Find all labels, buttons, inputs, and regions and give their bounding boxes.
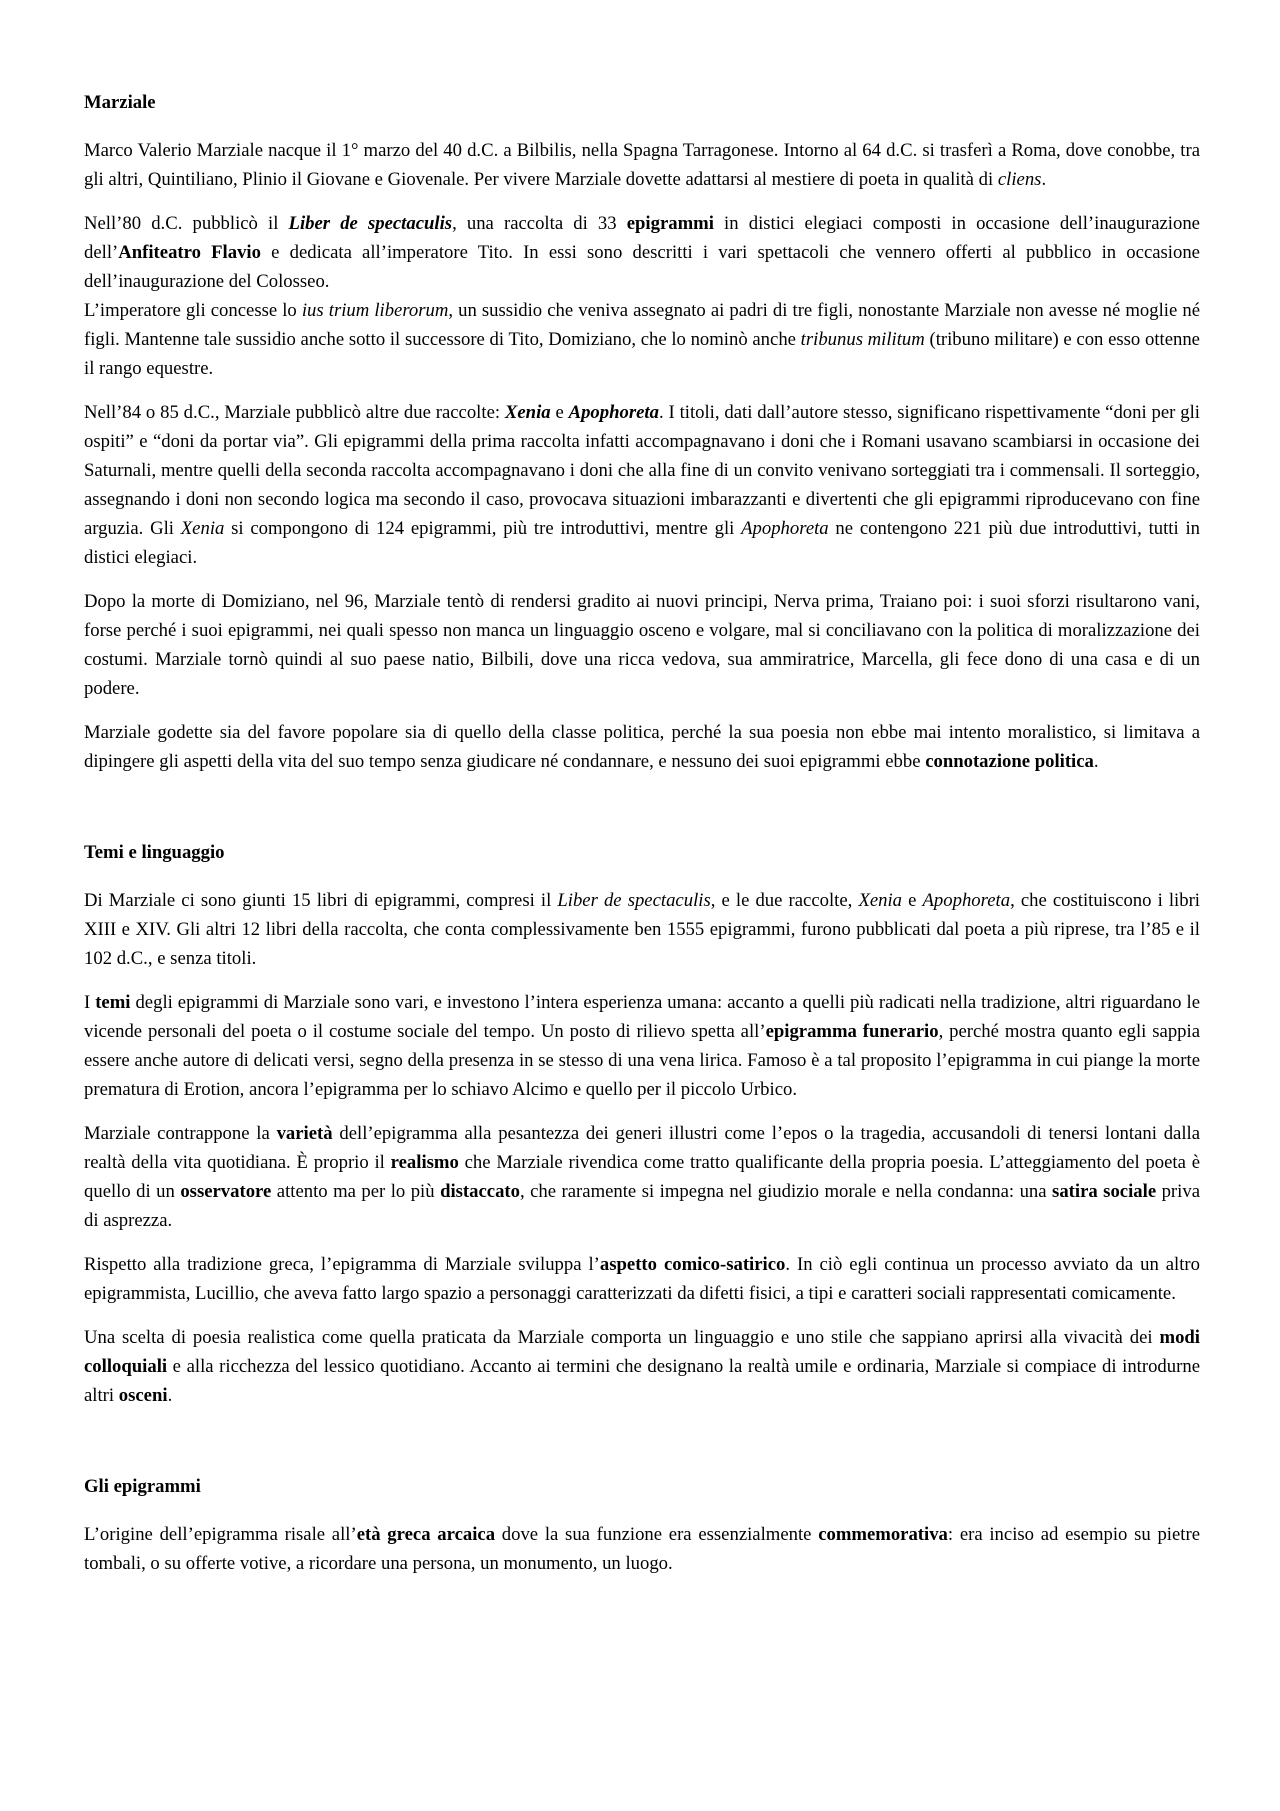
bold-text: modi colloquiali [84, 1327, 1200, 1377]
text-run: Di Marziale ci sono giunti 15 libri di epigrammi, compresi il [84, 890, 558, 911]
text-run: ne contengono 221 più due introduttivi, tutti in distici elegiaci. [84, 518, 1200, 568]
text-run: Dopo la morte di Domiziano, nel 96, Marziale tentò di rendersi gradito ai nuovi principi, Nerva prima, Traiano poi: i suoi sforzi risultarono vani, forse perché i suoi epigrammi, nei quali spesso non manca un linguaggio osceno e volgare, mal si conciliavano con la politica di moralizzazione dei costumi. Marziale tornò quindi al suo paese natio, Bilbili, dove una ricca vedova, sua ammiratrice, Marcella, gli fece dono di una casa e di un podere. [84, 591, 1200, 699]
text-run: L’imperatore gli concesse lo [84, 300, 302, 321]
bold-text: distaccato [440, 1181, 520, 1202]
text-run: . In ciò egli continua un processo avviato da un altro epigrammista, Lucillio, che aveva fatto largo spazio a personaggi caratterizzati da difetti fisici, a tipi e caratteri sociali rappresentati comicamente. [84, 1254, 1200, 1304]
text-run: Nell’80 d.C. pubblicò il [84, 213, 289, 234]
paragraph [84, 398, 1200, 572]
paragraph [84, 988, 1200, 1104]
bold-italic-text: Liber de spectaculis [288, 213, 453, 234]
italic-text: Xenia [858, 890, 903, 911]
emphasis [505, 402, 551, 423]
bold-text: aspetto comico-satirico [599, 1254, 786, 1275]
bold-text: Anfiteatro Flavio [118, 242, 261, 263]
bold-italic-text: Apophoreta [568, 402, 659, 423]
text-run: che Marziale rivendica come tratto qualificante della propria poesia. L’atteggiamento del poeta è quello di un [84, 1152, 1200, 1202]
bold-text: varietà [276, 1123, 333, 1144]
text-run: , che raramente si impegna nel giudizio morale e nella condanna: una [520, 1181, 1053, 1202]
paragraph [84, 1250, 1200, 1308]
italic-text: cliens [997, 169, 1042, 190]
bold-text: satira sociale [1052, 1181, 1157, 1202]
italic-text: Xenia [180, 518, 225, 539]
bold-text: temi [95, 992, 131, 1013]
text-run: , perché mostra quanto egli sappia essere anche autore di delicati versi, segno della presenza in se stesso di una vena lirica. Famoso è a tal proposito l’epigramma in cui piange la morte prematura di Erotion, ancora l’epigramma per lo schiavo Alcimo e quello per il piccolo Urbico. [84, 1021, 1200, 1100]
bold-text: osservatore [180, 1181, 272, 1202]
bold-text: epigrammi [626, 213, 714, 234]
text-run: dove la sua funzione era essenzialmente [495, 1524, 819, 1545]
text-run: e [902, 890, 923, 911]
text-run: : era inciso ad esempio su pietre tombali, o su offerte votive, a ricordare una persona, un monumento, un luogo. [84, 1524, 1200, 1574]
text-run: , un sussidio che veniva assegnato ai padri di tre figli, nonostante Marziale non avesse né moglie né figli. Mantenne tale sussidio anche sotto il successore di Tito, Domiziano, che lo nominò anche [84, 300, 1200, 350]
bold-text: età greca arcaica [356, 1524, 496, 1545]
text-run: Marziale contrappone la [84, 1123, 277, 1144]
italic-text: Liber de spectaculis [557, 890, 711, 911]
text-run: e [550, 402, 569, 423]
paragraph [84, 209, 1200, 383]
section-heading: Temi e linguaggio [84, 842, 225, 863]
text-run: Nell’84 o 85 d.C., Marziale pubblicò altre due raccolte: [84, 402, 505, 423]
paragraph [84, 136, 1200, 194]
section-heading: Marziale [84, 92, 156, 113]
text-run: . [1093, 751, 1099, 772]
bold-text: osceni [118, 1385, 168, 1406]
text-run: attento ma per lo più [271, 1181, 441, 1202]
emphasis [289, 213, 453, 234]
text-run: . [167, 1385, 173, 1406]
paragraph [84, 587, 1200, 703]
text-run: I [84, 992, 96, 1013]
paragraph [84, 1119, 1200, 1235]
document-page [84, 88, 1200, 1593]
text-run: (tribuno militare) e con esso ottenne il rango equestre. [84, 329, 1200, 379]
bold-text: realismo [390, 1152, 459, 1173]
text-run: , che costituiscono i libri XIII e XIV. Gli altri 12 libri della raccolta, che conta complessivamente ben 1555 epigrammi, furono pubblicati dal poeta a più riprese, tra l’85 e il 102 d.C., e senza titoli. [84, 890, 1200, 969]
text-run: Una scelta di poesia realistica come quella praticata da Marziale comporta un linguaggio e uno stile che sappiano aprirsi alla vivacità dei [84, 1327, 1160, 1348]
text-run: degli epigrammi di Marziale sono vari, e investono l’intera esperienza umana: accanto a quelli più radicati nella tradizione, altri riguardano le vicende personali del poeta o il costume sociale del tempo. Un posto di rilievo spetta all’ [84, 992, 1200, 1042]
text-run: Marco Valerio Marziale nacque il 1° marzo del 40 d.C. a Bilbilis, nella Spagna Tarragonese. Intorno al 64 d.C. si trasferì a Roma, dove conobbe, tra gli altri, Quintiliano, Plinio il Giovane e Giovenale. Per vivere Marziale dovette adattarsi al mestiere di poeta in qualità di [84, 140, 1200, 190]
text-run: Marziale godette sia del favore popolare sia di quello della classe politica, perché la sua poesia non ebbe mai intento moralistico, si limitava a dipingere gli aspetti della vita del suo tempo senza giudicare né condannare, e nessuno dei suoi epigrammi ebbe [84, 722, 1200, 772]
bold-text: commemorativa [818, 1524, 948, 1545]
paragraph [84, 1520, 1200, 1578]
paragraph [84, 886, 1200, 973]
text-run: . [1041, 169, 1047, 190]
text-run: si compongono di 124 epigrammi, più tre introduttivi, mentre gli [224, 518, 742, 539]
text-run: e alla ricchezza del lessico quotidiano. Accanto ai termini che designano la realtà umile e ordinaria, Marziale si compiace di introdurne altri [84, 1356, 1200, 1406]
bold-text: epigramma funerario [765, 1021, 939, 1042]
text-run: , e le due raccolte, [710, 890, 859, 911]
text-run: L’origine dell’epigramma risale all’ [84, 1524, 357, 1545]
italic-text: ius trium liberorum [301, 300, 449, 321]
text-run: in distici elegiaci composti in occasione dell’inaugurazione dell’ [84, 213, 1200, 263]
text-run: e dedicata all’imperatore Tito. In essi sono descritti i vari spettacoli che vennero offerti al pubblico in occasione dell’inaugurazione del Colosseo. [84, 242, 1200, 292]
italic-text: Apophoreta [922, 890, 1011, 911]
text-run: , una raccolta di 33 [452, 213, 627, 234]
text-run: priva di asprezza. [84, 1181, 1200, 1231]
emphasis [569, 402, 659, 423]
bold-text: connotazione politica [925, 751, 1094, 772]
text-run: Rispetto alla tradizione greca, l’epigramma di Marziale sviluppa l’ [84, 1254, 600, 1275]
italic-text: tribunus militum [800, 329, 925, 350]
paragraph [84, 1323, 1200, 1410]
italic-text: Apophoreta [741, 518, 829, 539]
text-run: dell’epigramma alla pesantezza dei generi illustri come l’epos o la tragedia, accusandoli di tenersi lontani dalla realtà della vita quotidiana. È proprio il [84, 1123, 1201, 1173]
paragraph [84, 718, 1200, 776]
section-heading: Gli epigrammi [84, 1476, 201, 1497]
bold-italic-text: Xenia [504, 402, 551, 423]
text-run: . I titoli, dati dall’autore stesso, significano rispettivamente “doni per gli ospiti” e “doni da portar via”. Gli epigrammi della prima raccolta infatti accompagnavano i doni che i Romani usavano scambiarsi in occasione dei Saturnali, mentre quelli della seconda raccolta accompagnavano i doni che alla fine di un convito venivano sorteggiati tra i commensali. Il sorteggio, assegnando i doni non secondo logica ma secondo il caso, provocava situazioni imbarazzanti e divertenti che gli epigrammi riproducevano con fine arguzia. Gli [84, 402, 1200, 539]
